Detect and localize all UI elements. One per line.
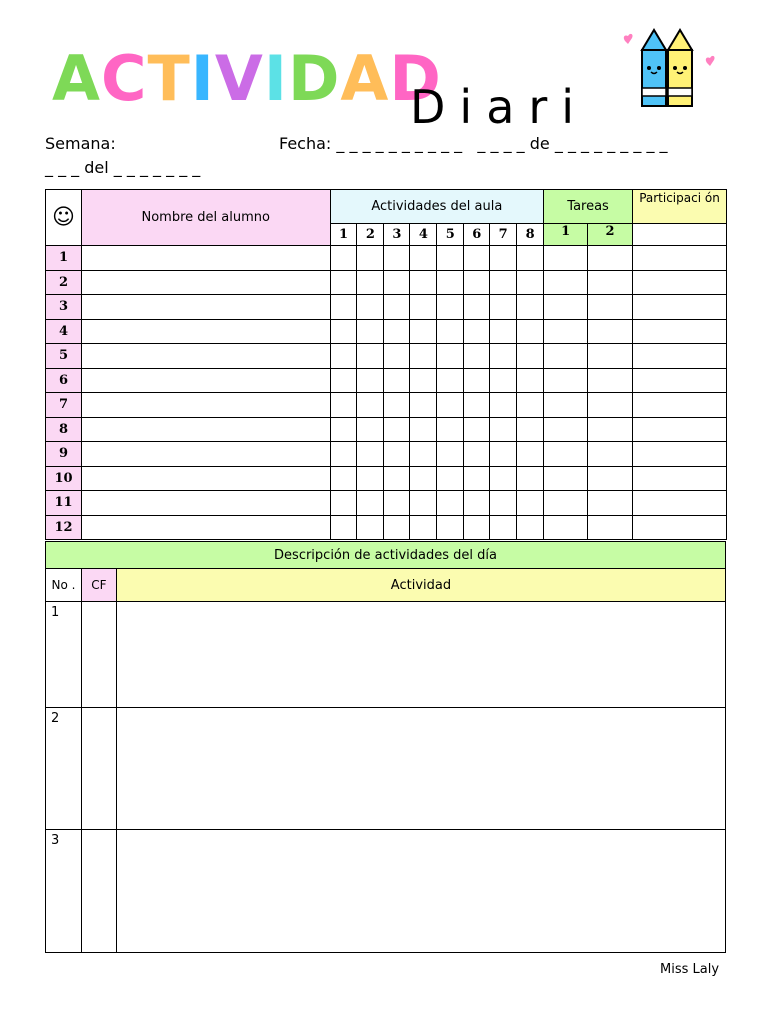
aula-col-7: 7 <box>490 224 517 246</box>
grade-cell[interactable] <box>357 491 384 516</box>
activity-cell[interactable] <box>116 708 725 830</box>
grade-cell[interactable] <box>588 393 633 418</box>
title-letter: C <box>100 42 148 115</box>
student-name-cell[interactable] <box>81 515 330 540</box>
grade-cell[interactable] <box>384 442 410 467</box>
grade-cell[interactable] <box>357 270 384 295</box>
activity-number: 2 <box>46 708 82 830</box>
participacion-subheader <box>633 224 727 246</box>
grade-cell[interactable] <box>357 295 384 320</box>
table-row <box>46 515 727 540</box>
grade-cell[interactable] <box>517 442 544 467</box>
no-header: No . <box>46 569 82 602</box>
grade-cell[interactable] <box>330 368 357 393</box>
participacion-header: Participaci ón <box>633 190 727 224</box>
grade-cell[interactable] <box>544 466 588 491</box>
title-letter: D <box>287 42 341 115</box>
grade-cell[interactable] <box>544 270 588 295</box>
grade-cell[interactable] <box>357 442 384 467</box>
grade-cell[interactable] <box>517 466 544 491</box>
grade-cell[interactable] <box>357 319 384 344</box>
grade-cell[interactable] <box>384 417 410 442</box>
grade-cell[interactable] <box>517 246 544 271</box>
grade-cell[interactable] <box>437 442 464 467</box>
grade-cell[interactable] <box>633 295 727 320</box>
grade-cell[interactable] <box>588 319 633 344</box>
table-row <box>46 368 727 393</box>
student-name-cell[interactable] <box>81 442 330 467</box>
grade-cell[interactable] <box>588 466 633 491</box>
title-letter: I <box>263 42 288 115</box>
grade-cell[interactable] <box>490 417 517 442</box>
description-table <box>45 541 726 953</box>
name-header: Nombre del alumno <box>81 190 330 246</box>
cf-header: CF <box>81 569 116 602</box>
student-table <box>45 189 727 540</box>
grade-cell[interactable] <box>490 491 517 516</box>
del-line: _ _ _ del _ _ _ _ _ _ _ <box>45 158 201 177</box>
grade-cell[interactable] <box>464 515 490 540</box>
grade-cell[interactable] <box>633 393 727 418</box>
activity-number: 1 <box>46 602 82 708</box>
grade-cell[interactable] <box>384 491 410 516</box>
row-number: 2 <box>46 270 82 295</box>
grade-cell[interactable] <box>588 270 633 295</box>
grade-cell[interactable] <box>437 344 464 369</box>
crayons-logo-icon <box>620 24 724 114</box>
grade-cell[interactable] <box>330 491 357 516</box>
student-name-cell[interactable] <box>81 393 330 418</box>
grade-cell[interactable] <box>330 319 357 344</box>
description-title: Descripción de actividades del día <box>46 542 726 569</box>
grade-cell[interactable] <box>633 270 727 295</box>
grade-cell[interactable] <box>517 319 544 344</box>
grade-cell[interactable] <box>357 417 384 442</box>
grade-cell[interactable] <box>588 344 633 369</box>
grade-cell[interactable] <box>490 393 517 418</box>
student-name-cell[interactable] <box>81 295 330 320</box>
grade-cell[interactable] <box>544 246 588 271</box>
grade-cell[interactable] <box>490 295 517 320</box>
grade-cell[interactable] <box>490 344 517 369</box>
grade-cell[interactable] <box>544 344 588 369</box>
grade-cell[interactable] <box>330 270 357 295</box>
grade-cell[interactable] <box>464 295 490 320</box>
grade-cell[interactable] <box>384 319 410 344</box>
tareas-col-1: 1 <box>544 224 588 246</box>
title-letter: I <box>190 42 215 115</box>
grade-cell[interactable] <box>384 393 410 418</box>
title-letter: D <box>389 42 442 115</box>
fecha-line: Fecha: _ _ _ _ _ _ _ _ _ _ _ _ _ _ de _ _ _ _ _ _ _ _ _ <box>279 134 668 153</box>
grade-cell[interactable] <box>588 295 633 320</box>
row-number: 11 <box>46 491 82 516</box>
grade-cell[interactable] <box>410 368 437 393</box>
grade-cell[interactable] <box>410 270 437 295</box>
grade-cell[interactable] <box>437 246 464 271</box>
grade-cell[interactable] <box>464 466 490 491</box>
grade-cell[interactable] <box>357 344 384 369</box>
grade-cell[interactable] <box>633 491 727 516</box>
grade-cell[interactable] <box>490 515 517 540</box>
row-number: 5 <box>46 344 82 369</box>
grade-cell[interactable] <box>490 246 517 271</box>
activity-row <box>46 602 726 708</box>
student-name-cell[interactable] <box>81 368 330 393</box>
grade-cell[interactable] <box>544 491 588 516</box>
table-row <box>46 246 727 271</box>
aula-col-6: 6 <box>464 224 490 246</box>
row-number: 12 <box>46 515 82 540</box>
grade-cell[interactable] <box>517 515 544 540</box>
grade-cell[interactable] <box>384 368 410 393</box>
grade-cell[interactable] <box>464 246 490 271</box>
row-number: 9 <box>46 442 82 467</box>
grade-cell[interactable] <box>410 246 437 271</box>
grade-cell[interactable] <box>437 393 464 418</box>
grade-cell[interactable] <box>490 270 517 295</box>
grade-cell[interactable] <box>490 368 517 393</box>
grade-cell[interactable] <box>437 270 464 295</box>
grade-cell[interactable] <box>633 442 727 467</box>
student-name-cell[interactable] <box>81 270 330 295</box>
aula-col-2: 2 <box>357 224 384 246</box>
grade-cell[interactable] <box>330 246 357 271</box>
grade-cell[interactable] <box>464 491 490 516</box>
grade-cell[interactable] <box>330 295 357 320</box>
grade-cell[interactable] <box>490 319 517 344</box>
smiley-icon: ☺ <box>46 190 82 246</box>
student-name-cell[interactable] <box>81 246 330 271</box>
student-name-cell[interactable] <box>81 319 330 344</box>
grade-cell[interactable] <box>464 270 490 295</box>
table-row <box>46 295 727 320</box>
grade-cell[interactable] <box>384 466 410 491</box>
title-letter: A <box>340 42 390 115</box>
semana-label: Semana: <box>45 134 116 153</box>
grade-cell[interactable] <box>330 442 357 467</box>
row-number: 3 <box>46 295 82 320</box>
cf-cell[interactable] <box>81 830 116 953</box>
grade-cell[interactable] <box>410 515 437 540</box>
grade-cell[interactable] <box>437 417 464 442</box>
activity-row <box>46 708 726 830</box>
grade-cell[interactable] <box>437 319 464 344</box>
row-number: 7 <box>46 393 82 418</box>
grade-cell[interactable] <box>357 246 384 271</box>
activity-cell[interactable] <box>116 602 725 708</box>
grade-cell[interactable] <box>330 417 357 442</box>
grade-cell[interactable] <box>517 295 544 320</box>
grade-cell[interactable] <box>544 368 588 393</box>
grade-cell[interactable] <box>384 515 410 540</box>
aula-col-1: 1 <box>330 224 357 246</box>
row-number: 4 <box>46 319 82 344</box>
row-number: 10 <box>46 466 82 491</box>
grade-cell[interactable] <box>490 466 517 491</box>
grade-cell[interactable] <box>330 393 357 418</box>
grade-cell[interactable] <box>517 393 544 418</box>
grade-cell[interactable] <box>410 466 437 491</box>
aula-col-5: 5 <box>437 224 464 246</box>
grade-cell[interactable] <box>384 295 410 320</box>
grade-cell[interactable] <box>544 417 588 442</box>
grade-cell[interactable] <box>544 442 588 467</box>
title-letter: A <box>52 42 101 115</box>
grade-cell[interactable] <box>490 442 517 467</box>
grade-cell[interactable] <box>588 515 633 540</box>
page-title-actividad <box>52 42 442 115</box>
grade-cell[interactable] <box>330 344 357 369</box>
grade-cell[interactable] <box>410 319 437 344</box>
grade-cell[interactable] <box>384 344 410 369</box>
grade-cell[interactable] <box>410 344 437 369</box>
grade-cell[interactable] <box>464 344 490 369</box>
cf-cell[interactable] <box>81 602 116 708</box>
grade-cell[interactable] <box>633 246 727 271</box>
grade-cell[interactable] <box>330 515 357 540</box>
grade-cell[interactable] <box>544 319 588 344</box>
grade-cell[interactable] <box>384 246 410 271</box>
grade-cell[interactable] <box>410 393 437 418</box>
grade-cell[interactable] <box>437 368 464 393</box>
grade-cell[interactable] <box>357 393 384 418</box>
grade-cell[interactable] <box>588 417 633 442</box>
activity-row <box>46 830 726 953</box>
grade-cell[interactable] <box>464 442 490 467</box>
grade-cell[interactable] <box>633 515 727 540</box>
grade-cell[interactable] <box>588 442 633 467</box>
table-row <box>46 319 727 344</box>
grade-cell[interactable] <box>517 270 544 295</box>
row-number: 8 <box>46 417 82 442</box>
grade-cell[interactable] <box>544 295 588 320</box>
grade-cell[interactable] <box>437 515 464 540</box>
title-letter: V <box>214 42 264 115</box>
grade-cell[interactable] <box>517 491 544 516</box>
table-row <box>46 417 727 442</box>
grade-cell[interactable] <box>633 319 727 344</box>
grade-cell[interactable] <box>357 466 384 491</box>
page-subtitle: Diari <box>410 80 589 134</box>
table-row <box>46 442 727 467</box>
activity-cell[interactable] <box>116 830 725 953</box>
grade-cell[interactable] <box>633 417 727 442</box>
actividad-header: Actividad <box>116 569 725 602</box>
aula-col-8: 8 <box>517 224 544 246</box>
table-row <box>46 270 727 295</box>
student-name-cell[interactable] <box>81 491 330 516</box>
grade-cell[interactable] <box>410 491 437 516</box>
aula-col-4: 4 <box>410 224 437 246</box>
grade-cell[interactable] <box>410 442 437 467</box>
grade-cell[interactable] <box>437 295 464 320</box>
signature: Miss Laly <box>660 962 720 977</box>
grade-cell[interactable] <box>357 368 384 393</box>
grade-cell[interactable] <box>464 393 490 418</box>
grade-cell[interactable] <box>464 417 490 442</box>
row-number: 1 <box>46 246 82 271</box>
grade-cell[interactable] <box>410 295 437 320</box>
grade-cell[interactable] <box>588 368 633 393</box>
cf-cell[interactable] <box>81 708 116 830</box>
grade-cell[interactable] <box>544 515 588 540</box>
grade-cell[interactable] <box>588 491 633 516</box>
grade-cell[interactable] <box>384 270 410 295</box>
activity-number: 3 <box>46 830 82 953</box>
grade-cell[interactable] <box>633 466 727 491</box>
grade-cell[interactable] <box>633 344 727 369</box>
grade-cell[interactable] <box>517 417 544 442</box>
grade-cell[interactable] <box>464 368 490 393</box>
grade-cell[interactable] <box>330 466 357 491</box>
grade-cell[interactable] <box>588 246 633 271</box>
aula-col-3: 3 <box>384 224 410 246</box>
grade-cell[interactable] <box>357 515 384 540</box>
table-row <box>46 393 727 418</box>
grade-cell[interactable] <box>544 393 588 418</box>
grade-cell[interactable] <box>437 466 464 491</box>
student-name-cell[interactable] <box>81 344 330 369</box>
table-row <box>46 466 727 491</box>
grade-cell[interactable] <box>517 368 544 393</box>
student-name-cell[interactable] <box>81 417 330 442</box>
tareas-header: Tareas <box>544 190 633 224</box>
grade-cell[interactable] <box>633 368 727 393</box>
student-name-cell[interactable] <box>81 466 330 491</box>
aula-header: Actividades del aula <box>330 190 544 224</box>
tareas-col-2: 2 <box>588 224 633 246</box>
table-row <box>46 344 727 369</box>
grade-cell[interactable] <box>437 491 464 516</box>
title-letter: T <box>147 42 191 115</box>
grade-cell[interactable] <box>517 344 544 369</box>
row-number: 6 <box>46 368 82 393</box>
table-row <box>46 491 727 516</box>
grade-cell[interactable] <box>410 417 437 442</box>
grade-cell[interactable] <box>464 319 490 344</box>
